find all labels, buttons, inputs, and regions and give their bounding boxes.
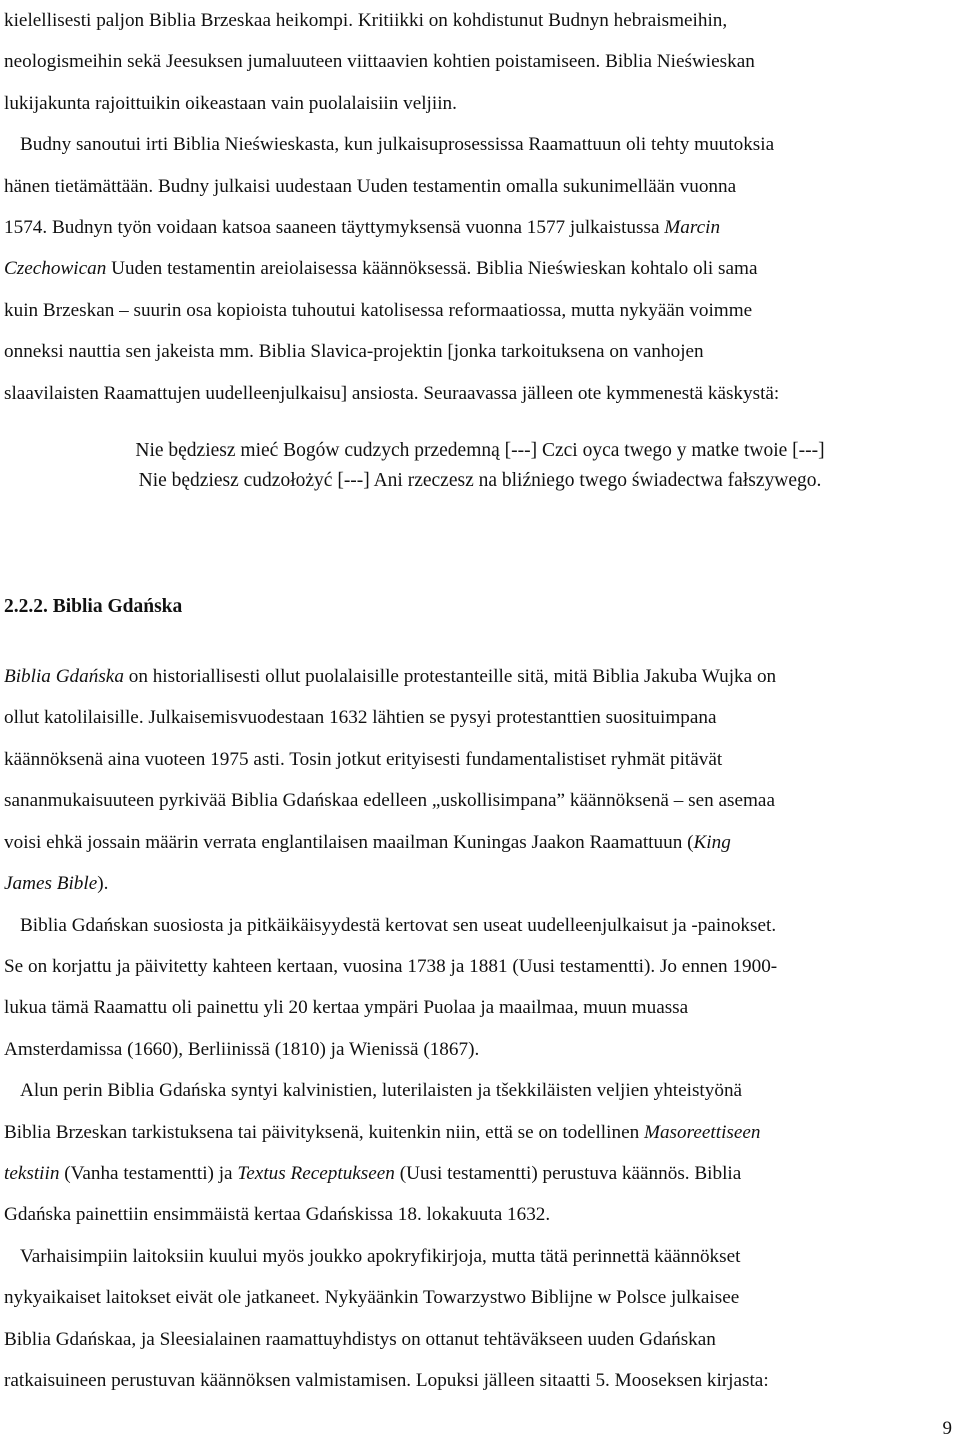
text-line: lukua tämä Raamattu oli painettu yli 20 kertaa ympäri Puolaa ja maailmaa, muun muassa (4, 997, 689, 1019)
text-line: Biblia Gdańskaa, ja Sleesialainen raamattuyhdistys on ottanut tehtäväkseen uuden Gdańskan (4, 1328, 716, 1350)
text-run: Uuden testamentin areiolaisessa käännöksessä. Biblia Nieświeskan kohtalo oli sama (106, 258, 758, 280)
italic-title: Biblia Gdańska (4, 666, 124, 688)
text-line: ollut katolilaisille. Julkaisemisvuodestaan 1632 lähtien se pysyi protestanttien suosituimpana (4, 707, 717, 729)
quote-line: Nie będziesz mieć Bogów cudzych przedemną [---] Czci oyca twego y matke twoie [---] (135, 440, 825, 462)
text-line (4, 1153, 956, 1194)
paragraph-intro (4, 0, 956, 124)
text-run: voisi ehkä jossain määrin verrata englantilaisen maailman Kuningas Jaakon Raamattuun ( (4, 831, 694, 853)
italic-title: Masoreettiseen (643, 1121, 761, 1143)
paragraph-gdanska-intro (4, 656, 956, 904)
text-run: on historiallisesti ollut puolalaisille protestanteille sitä, mitä Biblia Jakuba Wujka on (123, 666, 777, 688)
text-line: nykyaikaiset laitokset eivät ole jatkaneet. Nykyäänkin Towarzystwo Biblijne w Polsce julkaisee (4, 1287, 740, 1309)
text-line: kielellisesti paljon Biblia Brzeskaa heikompi. Kritiikki on kohdistunut Budnyn hebraismeihin, (4, 10, 728, 31)
paragraph-popularity (4, 905, 956, 1071)
italic-title: tekstiin (4, 1162, 60, 1184)
italic-title: King (693, 831, 731, 853)
text-line: ratkaisuineen perustuvan käännöksen valmistamisen. Lopuksi jälleen sitaatti 5. Mooseksen kirjasta: (4, 1369, 769, 1391)
text-line: onneksi nauttia sen jakeista mm. Biblia Slavica-projektin [jonka tarkoituksena on vanhojen (4, 341, 704, 363)
text-run: (Uusi testamentti) perustuva käännös. Biblia (394, 1162, 742, 1184)
text-line (4, 207, 956, 248)
page-number: 9 (942, 1418, 952, 1439)
italic-title: James Bible (4, 873, 98, 895)
italic-name: Czechowican (4, 258, 107, 280)
text-line: Budny sanoutui irti Biblia Nieświeskasta, kun julkaisuprosessissa Raamattuun oli tehty muutoksia (20, 134, 775, 156)
text-run: 1574. Budnyn työn voidaan katsoa saaneen täyttymyksensä vuonna 1577 julkaistussa (4, 217, 665, 239)
paragraph-origin (4, 1070, 956, 1236)
text-line (4, 656, 956, 697)
text-line: sananmukaisuuteen pyrkivää Biblia Gdańskaa edelleen „uskollisimpana” käännöksenä – sen asemaa (4, 790, 775, 812)
text-line: hänen tietämättään. Budny julkaisi uudestaan Uuden testamentin omalla sukunimellään vuonna (4, 175, 737, 197)
text-line: käännöksenä aina vuoteen 1975 asti. Tosin jotkut erityisesti fundamentalistiset ryhmät pitävät (4, 748, 723, 770)
text-line: kuin Brzeskan – suurin osa kopioista tuhoutui katolisessa reformaatiossa, mutta nykyään voimme (4, 299, 753, 321)
paragraph-editions (4, 1236, 956, 1402)
text-line: Varhaisimpiin laitoksiin kuului myös joukko apokryfikirjoja, mutta tätä perinnettä käännökset (20, 1245, 741, 1267)
text-line: slaavilaisten Raamattujen uudelleenjulkaisu] ansiosta. Seuraavassa jälleen ote kymmenestä käskystä: (4, 382, 780, 404)
quote-line: Nie będziesz cudzołożyć [---] Ani rzeczesz na bliźniego twego świadectwa fałszywego. (138, 470, 822, 492)
text-line: Se on korjattu ja päivitetty kahteen kertaan, vuosina 1738 ja 1881 (Uusi testamentti). Jo ennen 1900- (4, 955, 778, 977)
text-line: neologismeihin sekä Jeesuksen jumaluuteen viittaavien kohtien poistamiseen. Biblia Nieświeskan (4, 51, 755, 73)
text-line: lukijakunta rajoittuikin oikeastaan vain puolalaisiin veljiin. (4, 92, 457, 114)
text-line (4, 822, 956, 863)
text-line (4, 1112, 956, 1153)
text-line (4, 863, 956, 904)
text-line: Alun perin Biblia Gdańska syntyi kalvinistien, luterilaisten ja tšekkiläisten veljien yhteistyönä (20, 1080, 743, 1102)
text-line (4, 248, 956, 289)
text-run: ). (97, 873, 109, 895)
text-line: Amsterdamissa (1660), Berliinissä (1810) ja Wienissä (1867). (4, 1038, 480, 1060)
text-line: Biblia Gdańskan suosiosta ja pitkäikäisyydestä kertovat sen useat uudelleenjulkaisut ja -painokset. (20, 914, 777, 936)
text-run: Biblia Brzeskan tarkistuksena tai päivityksenä, kuitenkin niin, että se on todellinen (4, 1121, 644, 1143)
block-quote (4, 436, 956, 496)
paragraph-budny (4, 124, 956, 414)
document-page (4, 0, 956, 1401)
spacer (4, 496, 956, 550)
italic-name: Marcin (664, 217, 721, 239)
text-line: Gdańska painettiin ensimmäistä kertaa Gdańskissa 18. lokakuuta 1632. (4, 1204, 551, 1226)
section-heading: 2.2.2. Biblia Gdańska (4, 596, 183, 618)
italic-title: Textus Receptukseen (237, 1162, 395, 1184)
text-run: (Vanha testamentti) ja (59, 1162, 238, 1184)
